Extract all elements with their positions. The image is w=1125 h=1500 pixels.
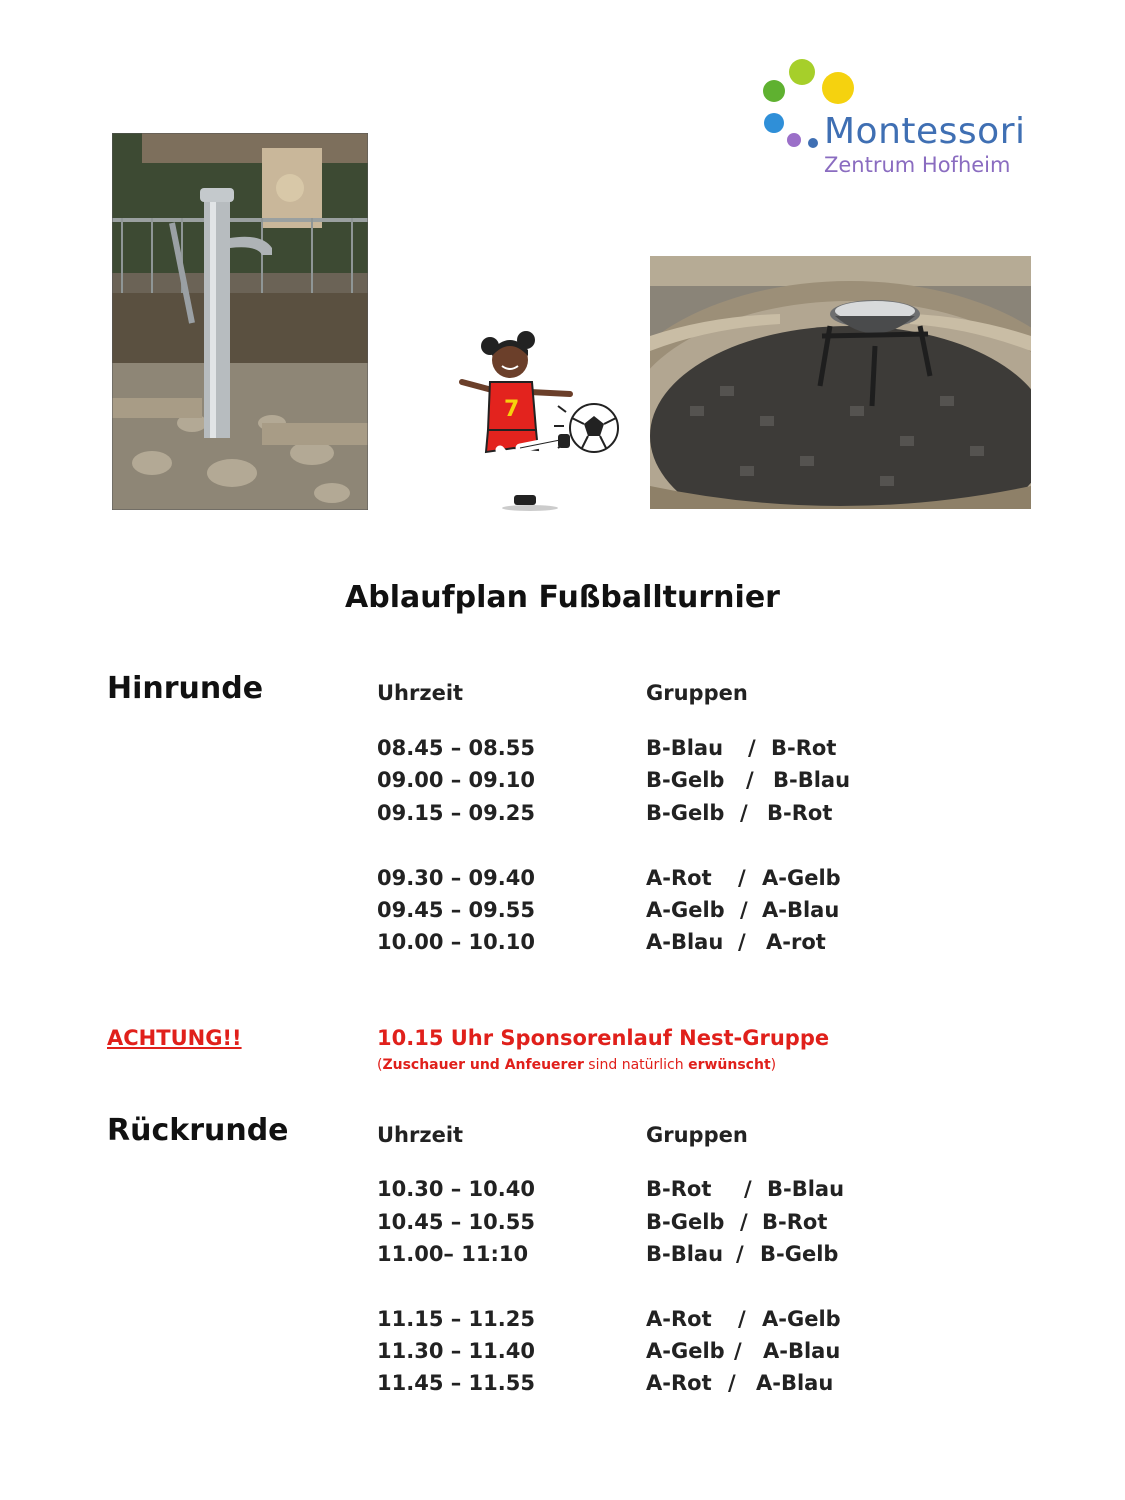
table-row [377,797,977,829]
match-time: 09.00 – 09.10 [377,768,535,792]
logo-name: Montessori [824,111,1026,152]
team-1: B-Gelb [646,768,725,792]
separator: / [738,866,746,890]
separator: / [738,1307,746,1331]
table-row [377,926,977,958]
table-row [377,1335,977,1367]
match-time: 11.15 – 11.25 [377,1307,535,1331]
team-2: A-Gelb [762,1307,841,1331]
team-2: B-Gelb [760,1242,839,1266]
team-1: A-Gelb [646,1339,725,1363]
team-2: A-rot [766,930,826,954]
team-2: B-Rot [771,736,837,760]
montessori-logo [758,55,1038,185]
team-1: B-Gelb [646,1210,725,1234]
match-time: 10.45 – 10.55 [377,1210,535,1234]
match-time: 11.00– 11:10 [377,1242,529,1266]
team-2: B-Rot [767,801,833,825]
separator: / [740,898,748,922]
separator: / [740,801,748,825]
match-time: 11.30 – 11.40 [377,1339,535,1363]
table-row [377,1238,977,1270]
rueckrunde-heading: Rückrunde [107,1113,289,1148]
table-row [377,1206,977,1238]
team-2: B-Blau [773,768,851,792]
match-time: 11.45 – 11.55 [377,1371,535,1395]
rueckrunde-col-time: Uhrzeit [377,1123,464,1147]
table-row [377,764,977,796]
team-2: A-Blau [763,1339,841,1363]
rueckrunde-col-groups: Gruppen [646,1123,748,1147]
team-2: A-Gelb [762,866,841,890]
team-2: A-Blau [756,1371,834,1395]
team-1: B-Blau [646,736,724,760]
match-time: 09.30 – 09.40 [377,866,535,890]
soccer-girl-illustration [440,330,630,515]
table-row [377,862,977,894]
team-1: B-Rot [646,1177,712,1201]
separator: / [736,1242,744,1266]
notice-sub-part1: Zuschauer und Anfeuerer [382,1057,584,1073]
separator: / [744,1177,752,1201]
separator: / [728,1371,736,1395]
table-row [377,1367,977,1399]
team-1: B-Blau [646,1242,724,1266]
separator: / [738,930,746,954]
team-2: B-Blau [767,1177,845,1201]
notice-sub-part3: erwünscht [688,1057,771,1073]
table-row [377,1303,977,1335]
hinrunde-col-time: Uhrzeit [377,681,464,705]
match-time: 10.30 – 10.40 [377,1177,535,1201]
hinrunde-heading: Hinrunde [107,671,264,706]
table-row [377,894,977,926]
hinrunde-col-groups: Gruppen [646,681,748,705]
table-row [377,732,977,764]
team-1: A-Rot [646,1307,712,1331]
page-title: Ablaufplan Fußballturnier [345,580,780,615]
notice-text: 10.15 Uhr Sponsorenlauf Nest-Gruppe [377,1026,830,1050]
match-time: 08.45 – 08.55 [377,736,535,760]
logo-subtitle: Zentrum Hofheim [824,153,1011,177]
team-1: A-Gelb [646,898,725,922]
team-1: A-Rot [646,866,712,890]
team-2: B-Rot [762,1210,828,1234]
separator: / [748,736,756,760]
achtung-label: ACHTUNG!! [107,1026,242,1050]
separator: / [740,1210,748,1234]
table-row [377,1173,977,1205]
fire-pit-photo [650,256,1031,509]
water-pump-photo [112,133,368,510]
team-1: A-Blau [646,930,724,954]
team-1: A-Rot [646,1371,712,1395]
svg-text:7: 7 [504,397,520,422]
separator: / [734,1339,742,1363]
team-2: A-Blau [762,898,840,922]
team-1: B-Gelb [646,801,725,825]
match-time: 09.45 – 09.55 [377,898,535,922]
notice-sub-part2: sind natürlich [583,1057,689,1073]
separator: / [746,768,754,792]
notice-subtext: (Zuschauer und Anfeuerer sind natürlich erwünscht) [377,1057,777,1073]
match-time: 10.00 – 10.10 [377,930,535,954]
match-time: 09.15 – 09.25 [377,801,535,825]
